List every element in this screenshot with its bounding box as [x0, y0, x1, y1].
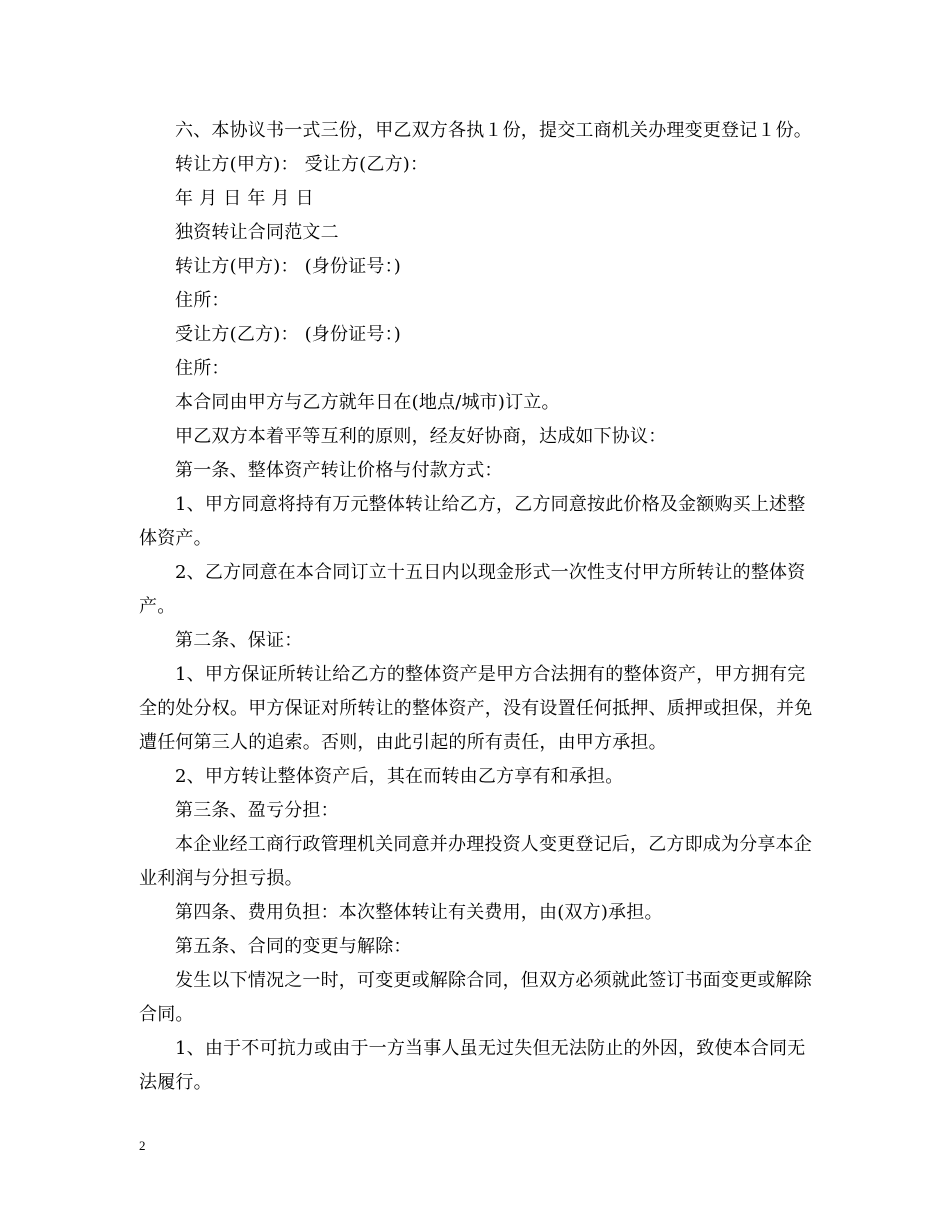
paragraph-article-two-heading: 第二条、保证： [175, 630, 303, 651]
paragraph-article-four: 第四条、费用负担：本次整体转让有关费用，由(双方)承担。 [175, 902, 663, 923]
paragraph-article-one-heading: 第一条、整体资产转让价格与付款方式： [175, 460, 503, 481]
document-body [139, 114, 815, 1100]
paragraph-article-one-item-two: 2、乙方同意在本合同订立十五日内以现金形式一次性支付甲方所转让的整体资产。 [139, 562, 806, 617]
paragraph-clause-six-copies: 六、本协议书一式三份，甲乙双方各执１份，提交工商机关办理变更登记１份。 [175, 120, 812, 141]
page-number: 2 [139, 1138, 146, 1153]
paragraph-transferor: 转让方(甲方)： (身份证号：) [175, 256, 402, 277]
paragraph-article-five-body: 发生以下情况之一时，可变更或解除合同，但双方必须就此签订书面变更或解除合同。 [139, 970, 812, 1025]
paragraph-article-five-heading: 第五条、合同的变更与解除： [175, 936, 412, 957]
paragraph-article-three-body: 本企业经工商行政管理机关同意并办理投资人变更登记后，乙方即成为分享本企业利润与分担亏损。 [139, 834, 812, 889]
paragraph-signature-dates: 年 月 日 年 月 日 [175, 188, 314, 209]
paragraph-transferee-address: 住所： [175, 358, 230, 379]
paragraph-transferor-address: 住所： [175, 290, 230, 311]
paragraph-agreement-intro: 甲乙双方本着平等互利的原则，经友好协商，达成如下协议： [175, 426, 667, 447]
paragraph-transferee: 受让方(乙方)： (身份证号：) [175, 324, 402, 345]
paragraph-article-three-heading: 第三条、盈亏分担： [175, 800, 339, 821]
paragraph-sample-two-title: 独资转让合同范文二 [175, 222, 339, 243]
paragraph-article-two-item-one: 1、甲方保证所转让给乙方的整体资产是甲方合法拥有的整体资产，甲方拥有完全的处分权。甲方保证对所转让的整体资产，没有设置任何抵押、质押或担保，并免遭任何第三人的追索。否则，由此引起的所有责任，由甲方承担。 [139, 664, 813, 753]
paragraph-signature-parties: 转让方(甲方)： 受让方(乙方)： [175, 154, 429, 175]
paragraph-contract-made: 本合同由甲方与乙方就年日在(地点/城市)订立。 [175, 392, 560, 413]
paragraph-article-five-item-one: 1、由于不可抗力或由于一方当事人虽无过失但无法防止的外因，致使本合同无法履行。 [139, 1038, 806, 1093]
paragraph-article-one-item-one: 1、甲方同意将持有万元整体转让给乙方，乙方同意按此价格及金额购买上述整体资产。 [139, 494, 806, 549]
paragraph-article-two-item-two: 2、甲方转让整体资产后，其在而转由乙方享有和承担。 [175, 766, 624, 787]
